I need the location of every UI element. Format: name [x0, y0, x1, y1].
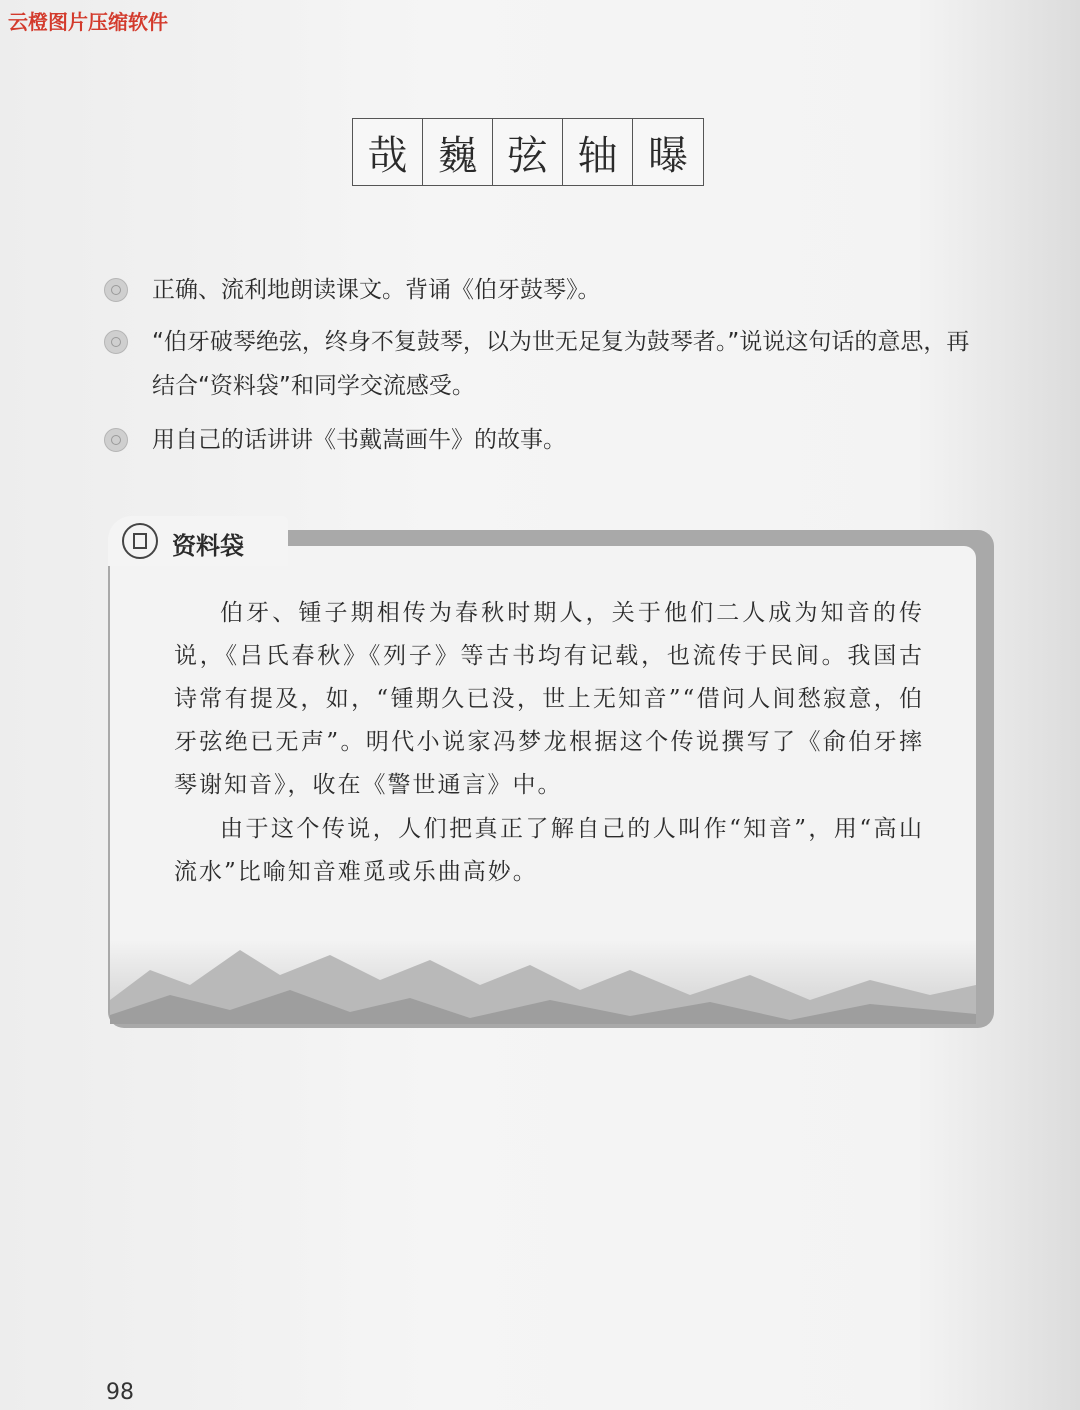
- page-number: 98: [106, 1380, 134, 1405]
- resource-bag-tab: [108, 516, 288, 566]
- task-text: “伯牙破琴绝弦，终身不复鼓琴，以为世无足复为鼓琴者。”说说这句话的意思，再结合“资料袋”和同学交流感受。: [152, 329, 970, 399]
- task-text: 用自己的话讲讲《书戴嵩画牛》的故事。: [152, 427, 566, 453]
- task-text: 正确、流利地朗读课文。背诵《伯牙鼓琴》。: [152, 277, 601, 303]
- vocab-char: 曝: [633, 119, 703, 185]
- book-icon: [122, 523, 158, 559]
- vocab-char: 弦: [493, 119, 563, 185]
- task-bullet-icon: [104, 428, 128, 452]
- task-bullet-icon: [104, 278, 128, 302]
- task-bullet-icon: [104, 330, 128, 354]
- resource-paragraph: 伯牙、锺子期相传为春秋时期人，关于他们二人成为知音的传说，《吕氏春秋》《列子》等古书均有记载，也流传于民间。我国古诗常有提及，如，“锺期久已没，世上无知音”“借问人间愁寂意，伯牙弦绝已无声”。明代小说家冯梦龙根据这个传说撰写了《俞伯牙摔琴谢知音》，收在《警世通言》中。: [174, 600, 924, 798]
- vocab-char: 哉: [353, 119, 423, 185]
- resource-paragraph: 由于这个传说，人们把真正了解自己的人叫作“知音”，用“高山流水”比喻知音难觅或乐曲高妙。: [174, 816, 924, 885]
- vocab-char: 轴: [563, 119, 633, 185]
- vocabulary-boxes: [352, 118, 704, 186]
- vocab-char: 巍: [423, 119, 493, 185]
- landscape-illustration: [110, 940, 976, 1024]
- resource-bag-label: 资料袋: [172, 532, 244, 560]
- watermark: 云橙图片压缩软件: [8, 10, 168, 34]
